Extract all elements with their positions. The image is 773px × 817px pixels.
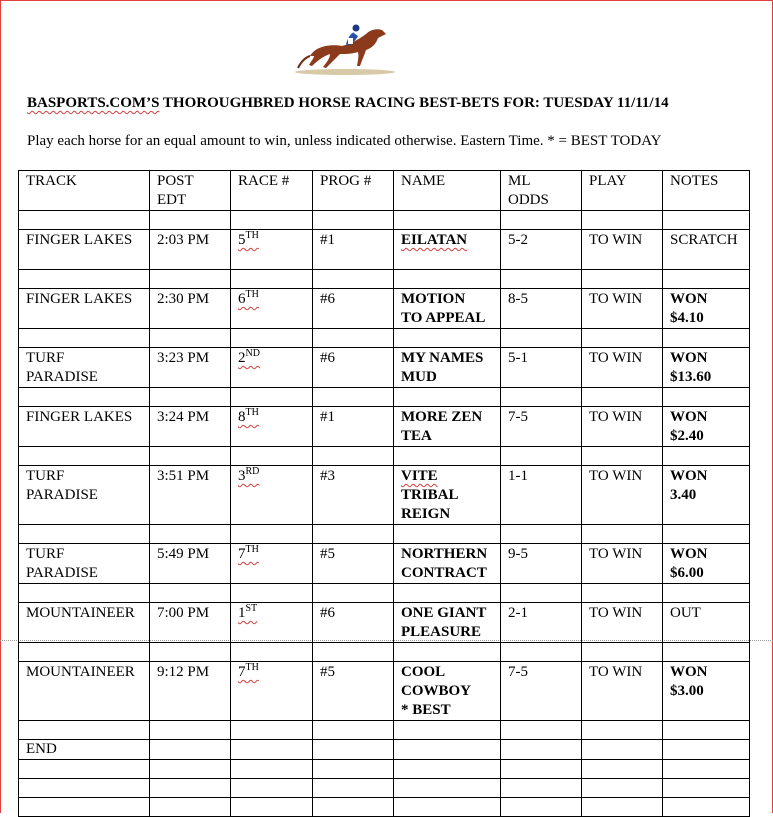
notes-cell [663,348,750,388]
empty-cell [231,740,313,760]
empty-cell [501,643,582,662]
program-number: #5 [320,546,335,562]
empty-cell [394,721,501,740]
program-number: #6 [320,605,335,621]
post-time: 3:23 PM [157,350,210,366]
empty-cell [582,760,663,779]
empty-cell [313,779,394,798]
ml-odds: 9-5 [508,546,528,562]
play-cell [582,348,663,388]
empty-cell [150,211,231,230]
ml-odds-cell [501,662,582,721]
horse-name-cell [394,544,501,584]
ml-odds: 5-1 [508,350,528,366]
race-ordinal-suffix: ST [245,603,258,614]
empty-cell [313,721,394,740]
empty-cell [501,270,582,289]
post-time-cell [150,407,231,447]
notes-cell [663,289,750,329]
ml-odds-cell [501,289,582,329]
play-type: TO WIN [589,468,643,484]
instructions-line: Play each horse for an equal amount to win, unless indicated otherwise. Eastern Time. * = BEST TODAY [27,133,662,149]
play-cell [582,603,663,643]
race-number-cell [231,662,313,721]
post-time-cell [150,289,231,329]
program-number: #1 [320,409,335,425]
empty-cell [313,525,394,544]
column-header-label: NAME [401,173,446,189]
ml-odds: 1-1 [508,468,528,484]
empty-cell [501,447,582,466]
track-name: FINGER LAKES [26,291,133,307]
notes-cell [663,466,750,525]
horse-name: * BEST [401,702,451,718]
empty-cell [501,584,582,603]
race-number: 5TH [238,230,259,248]
result-note: 3.40 [670,487,697,503]
spacer-row [19,721,750,740]
ml-odds: 8-5 [508,291,528,307]
result-note: WON [670,409,708,425]
column-header [501,171,582,211]
horse-name-cell [394,348,501,388]
spacer-row [19,329,750,348]
race-number: 7TH [238,662,259,680]
spacer-row [19,584,750,603]
empty-cell [663,447,750,466]
column-header [663,171,750,211]
empty-cell [150,270,231,289]
play-cell [582,466,663,525]
spacer-row [19,525,750,544]
empty-cell [582,643,663,662]
empty-cell [582,721,663,740]
column-header-label: NOTES [670,173,719,189]
program-number: #5 [320,664,335,680]
title-rest: THOROUGHBRED HORSE RACING BEST-BETS FOR: TUESDAY 11/11/14 [159,95,669,111]
track-name: MOUNTAINEER [26,664,135,680]
track-name: TURF [26,350,65,366]
race-number: 8TH [238,407,259,425]
column-header-label: ML [508,173,531,189]
empty-cell [501,721,582,740]
spacer-row [19,270,750,289]
post-time-cell [150,466,231,525]
empty-cell [150,760,231,779]
spacer-row [19,388,750,407]
track-name: PARADISE [26,565,98,581]
post-time-cell [150,348,231,388]
horse-name: COOL [401,664,446,680]
empty-cell [313,740,394,760]
spacer-row [19,211,750,230]
spacer-row [19,779,750,798]
empty-cell [231,211,313,230]
column-header [394,171,501,211]
ml-odds-cell [501,230,582,270]
empty-cell [501,388,582,407]
empty-cell [231,643,313,662]
column-header [150,171,231,211]
empty-cell [19,388,150,407]
horse-name: PLEASURE [401,624,482,640]
post-time: 3:51 PM [157,468,210,484]
horse-name-cell [394,289,501,329]
empty-cell [394,211,501,230]
play-cell [582,230,663,270]
empty-cell [19,584,150,603]
empty-cell [231,525,313,544]
result-note: SCRATCH [670,232,738,248]
program-number-cell [313,544,394,584]
empty-cell [19,270,150,289]
horse-name: REIGN [401,506,451,522]
ml-odds-cell [501,348,582,388]
track-name: PARADISE [26,487,98,503]
race-number-cell [231,466,313,525]
result-note: $3.00 [670,683,704,699]
play-type: TO WIN [589,605,643,621]
horse-name: ONE GIANT [401,605,487,621]
empty-cell [501,760,582,779]
empty-cell [150,388,231,407]
play-type: TO WIN [589,664,643,680]
empty-cell [663,643,750,662]
horse-name: CONTRACT [401,565,487,581]
empty-cell [150,525,231,544]
program-number-cell [313,466,394,525]
empty-cell [231,270,313,289]
column-header-label: ODDS [508,192,549,208]
horse-name-cell [394,466,501,525]
ml-odds: 7-5 [508,664,528,680]
empty-cell [663,760,750,779]
race-number: 7TH [238,544,259,562]
empty-cell [19,643,150,662]
header-row [19,171,750,211]
result-note: WON [670,664,708,680]
notes-cell [663,230,750,270]
play-type: TO WIN [589,409,643,425]
spacer-row [19,447,750,466]
track-cell [19,466,150,525]
empty-cell [231,584,313,603]
play-type: TO WIN [589,232,643,248]
result-note: $4.10 [670,310,704,326]
empty-cell [150,740,231,760]
race-number: 2ND [238,348,260,366]
track-cell [19,230,150,270]
horse-name: MOTION [401,291,466,307]
table-row [19,348,750,388]
race-number-cell [231,230,313,270]
race-number: 3RD [238,466,260,484]
empty-cell [150,643,231,662]
end-row [19,740,750,760]
notes-cell [663,407,750,447]
empty-cell [663,211,750,230]
empty-cell [663,721,750,740]
ml-odds-cell [501,407,582,447]
track-name: PARADISE [26,369,98,385]
race-ordinal-suffix: RD [245,466,260,477]
race-number: 6TH [238,289,259,307]
horse-name: MORE ZEN [401,409,483,425]
horse-name-cell [394,603,501,643]
race-ordinal-suffix: TH [245,544,259,555]
notes-cell [663,603,750,643]
track-name: TURF [26,468,65,484]
ml-odds: 7-5 [508,409,528,425]
column-header-label: RACE # [238,173,290,189]
play-cell [582,544,663,584]
empty-cell [663,388,750,407]
table-row [19,544,750,584]
empty-cell [663,740,750,760]
empty-cell [663,525,750,544]
empty-cell [663,779,750,798]
empty-cell [150,447,231,466]
race-number: 1ST [238,603,258,621]
best-bets-table [18,170,750,817]
empty-cell [150,779,231,798]
ml-odds: 2-1 [508,605,528,621]
empty-cell [582,211,663,230]
column-header [231,171,313,211]
play-type: TO WIN [589,546,643,562]
track-cell [19,289,150,329]
empty-cell [582,740,663,760]
empty-cell [19,760,150,779]
empty-cell [501,211,582,230]
result-note: WON [670,468,708,484]
track-name: TURF [26,546,65,562]
post-time-cell [150,603,231,643]
brand-name: BASPORTS.COM’S [27,95,160,111]
empty-cell [582,388,663,407]
track-name: MOUNTAINEER [26,605,135,621]
column-header-label: PROG # [320,173,372,189]
track-cell [19,603,150,643]
table-row [19,466,750,525]
column-header-label: TRACK [26,173,77,189]
empty-cell [150,721,231,740]
horse-name: TO APPEAL [401,310,486,326]
empty-cell [582,525,663,544]
horse-name: TEA [401,428,432,444]
empty-cell [394,447,501,466]
empty-cell [19,721,150,740]
track-cell [19,407,150,447]
spacer-row [19,760,750,779]
race-ordinal-suffix: TH [245,230,259,241]
result-note: $6.00 [670,565,704,581]
result-note: WON [670,546,708,562]
column-header-label: PLAY [589,173,627,189]
table-row [19,662,750,721]
end-label: END [26,741,57,757]
empty-cell [313,270,394,289]
post-time-cell [150,230,231,270]
horse-name-cell [394,662,501,721]
horse-name: VITE [401,468,438,484]
program-number: #1 [320,232,335,248]
spacer-row [19,643,750,662]
empty-cell [313,584,394,603]
empty-cell [394,643,501,662]
horse-name-cell [394,230,501,270]
race-ordinal-suffix: TH [245,407,259,418]
ml-odds-cell [501,544,582,584]
empty-cell [394,388,501,407]
empty-cell [501,740,582,760]
empty-cell [313,643,394,662]
empty-cell [501,329,582,348]
result-note: WON [670,291,708,307]
page-title [27,95,669,112]
table-row [19,603,750,643]
empty-cell [582,270,663,289]
column-header [582,171,663,211]
empty-cell [231,760,313,779]
post-time: 9:12 PM [157,664,210,680]
result-note: OUT [670,605,701,621]
empty-cell [394,584,501,603]
program-number: #3 [320,468,335,484]
column-header-label: EDT [157,192,187,208]
notes-cell [663,544,750,584]
empty-cell [313,211,394,230]
play-cell [582,407,663,447]
track-name: FINGER LAKES [26,232,133,248]
empty-cell [663,329,750,348]
track-cell [19,544,150,584]
column-header [19,171,150,211]
empty-cell [582,779,663,798]
play-cell [582,289,663,329]
race-number-cell [231,544,313,584]
ml-odds-cell [501,466,582,525]
empty-cell [394,760,501,779]
table-row [19,289,750,329]
result-note: WON [670,350,708,366]
horse-name-cell [394,407,501,447]
horse-name: TRIBAL [401,487,459,503]
empty-cell [231,329,313,348]
empty-cell [663,270,750,289]
program-number-cell [313,407,394,447]
horse-name: EILATAN [401,232,468,248]
post-time: 7:00 PM [157,605,210,621]
post-time-cell [150,544,231,584]
empty-cell [394,740,501,760]
empty-cell [19,525,150,544]
post-time: 2:03 PM [157,232,210,248]
empty-cell [231,388,313,407]
racehorse-jockey-icon [290,18,400,78]
race-number-cell [231,407,313,447]
notes-cell [663,662,750,721]
empty-cell [150,329,231,348]
table-row [19,407,750,447]
empty-cell [231,779,313,798]
result-note: $2.40 [670,428,704,444]
horse-name: COWBOY [401,683,472,699]
empty-cell [313,760,394,779]
empty-cell [231,721,313,740]
empty-cell [19,779,150,798]
empty-cell [501,525,582,544]
post-time: 2:30 PM [157,291,210,307]
column-header [313,171,394,211]
race-ordinal-suffix: ND [245,348,260,359]
result-note: $13.60 [670,369,712,385]
race-number-cell [231,603,313,643]
table-row [19,230,750,270]
empty-cell [313,447,394,466]
empty-cell [394,329,501,348]
race-number-cell [231,348,313,388]
program-number-cell [313,348,394,388]
program-number-cell [313,289,394,329]
track-cell [19,662,150,721]
empty-cell [313,329,394,348]
empty-cell [19,211,150,230]
race-ordinal-suffix: TH [245,662,259,673]
empty-cell [313,388,394,407]
horse-name: MY NAMES [401,350,484,366]
race-number-cell [231,289,313,329]
empty-cell [19,447,150,466]
program-number: #6 [320,291,335,307]
ml-odds: 5-2 [508,232,528,248]
play-type: TO WIN [589,291,643,307]
horse-name: NORTHERN [401,546,488,562]
program-number: #6 [320,350,335,366]
empty-cell [663,584,750,603]
empty-cell [582,584,663,603]
track-name: FINGER LAKES [26,409,133,425]
program-number-cell [313,230,394,270]
ml-odds-cell [501,603,582,643]
post-time: 3:24 PM [157,409,210,425]
play-cell [582,662,663,721]
program-number-cell [313,662,394,721]
race-ordinal-suffix: TH [245,289,259,300]
post-time: 5:49 PM [157,546,210,562]
empty-cell [150,584,231,603]
empty-cell [582,329,663,348]
post-time-cell [150,662,231,721]
program-number-cell [313,603,394,643]
empty-cell [501,779,582,798]
play-type: TO WIN [589,350,643,366]
track-cell [19,348,150,388]
empty-cell [394,270,501,289]
column-header-label: POST [157,173,194,189]
empty-cell [394,779,501,798]
empty-cell [394,525,501,544]
empty-cell [582,447,663,466]
horse-name: MUD [401,369,437,385]
end-cell [19,740,150,760]
empty-cell [231,447,313,466]
empty-cell [19,329,150,348]
